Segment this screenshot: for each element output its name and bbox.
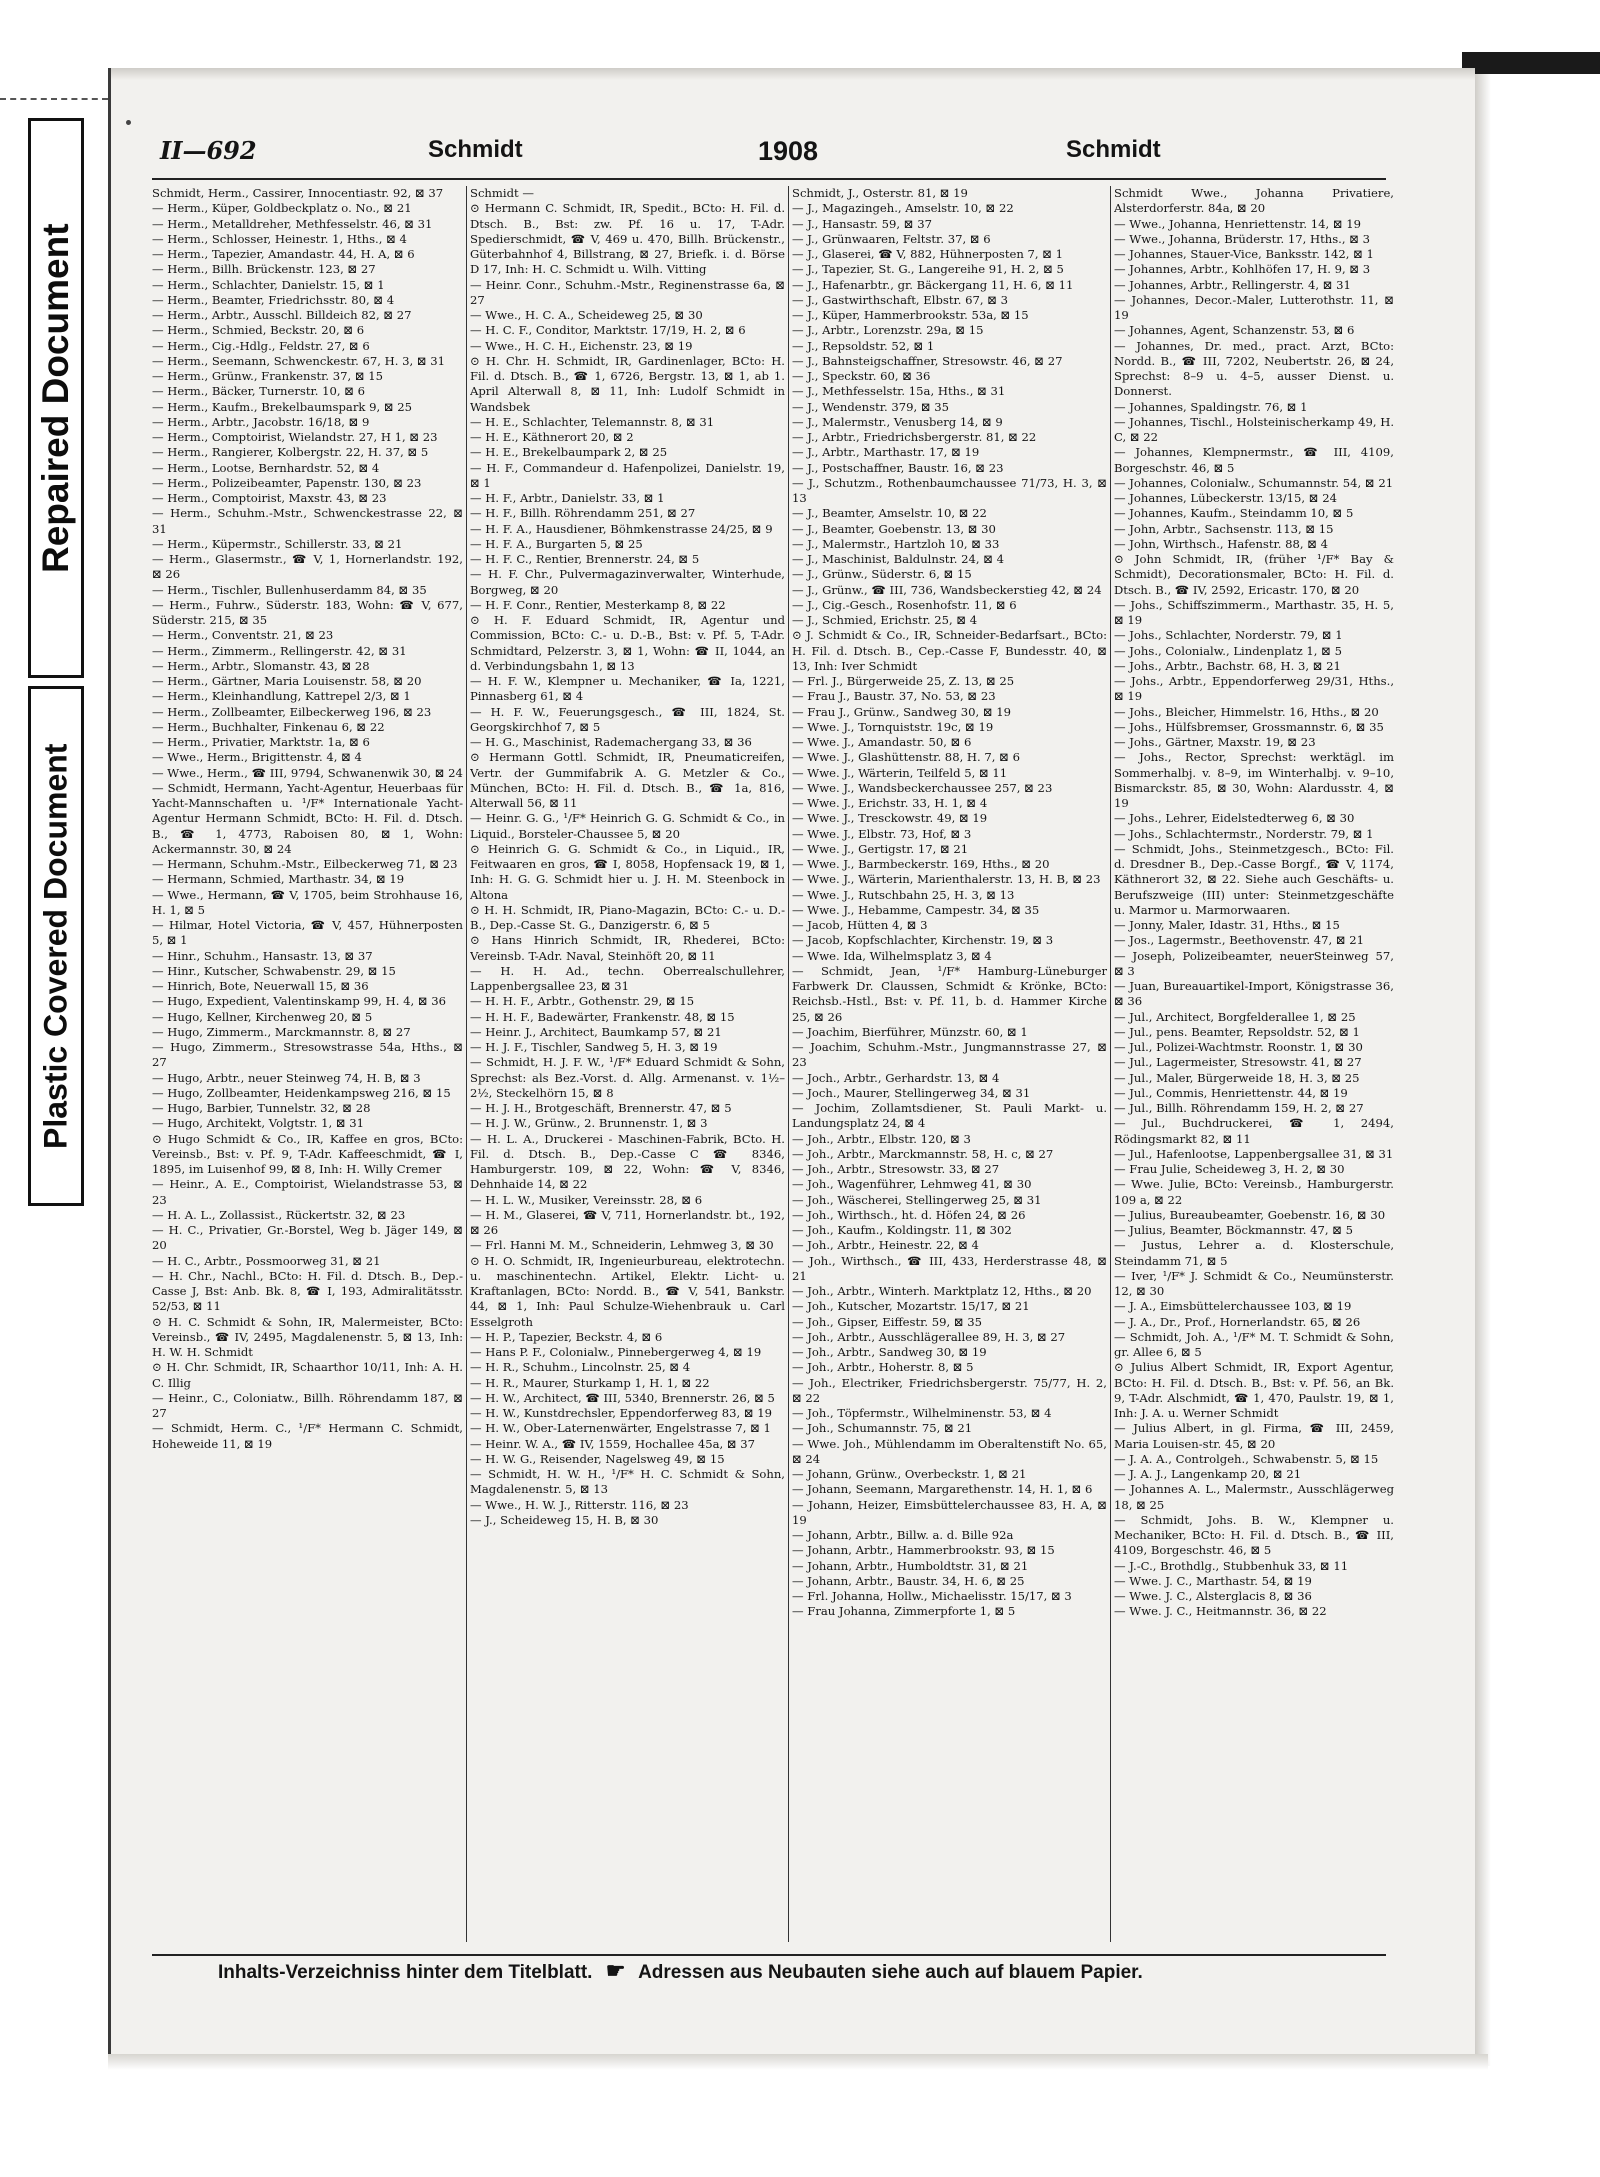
directory-entry: — Jul., Commis, Henriettenstr. 44, ⊠ 19 — [1114, 1085, 1348, 1100]
directory-entry: — J., Repsoldstr. 52, ⊠ 1 — [792, 338, 935, 353]
directory-entry: — Frl. J., Bürgerweide 25, Z. 13, ⊠ 25 — [792, 674, 1015, 688]
directory-entry: ⊙ H. Chr. H. Schmidt, IR, Gardinenlager, BCto: H. Fil. d. Dtsch. B., ☎ 1, 6726, Bergstr. 13, ⊠ 1, ab 1. April Alterwall 8, ⊠ 11, Inh: Ludolf Schmidt in Wandsbek — [470, 353, 785, 414]
directory-entry: — Hans P. F., Colonialw., Pinnebergerweg 4, ⊠ 19 — [470, 1345, 762, 1359]
directory-entry: — J. A., Eimsbüttelerchaussee 103, ⊠ 19 — [1114, 1299, 1352, 1314]
column-divider — [466, 186, 467, 1942]
directory-entry: — H. H. F., Arbtr., Gothenstr. 29, ⊠ 15 — [470, 994, 695, 1009]
running-head-year: 1908 — [758, 136, 819, 166]
directory-entry: — Frau J., Baustr. 37, No. 53, ⊠ 23 — [792, 689, 996, 704]
directory-entry: — Schmidt, H. J. F. W., ¹/F* Eduard Schmidt & Sohn, Sprechst: als Bez.-Vorst. d. Allg. Armenanst. v. 1½–2½, Steckelhörn 15, ⊠ 8 — [470, 1055, 785, 1100]
directory-entry: — Johs., Rector, Sprechst: werktägl. im Sommerhalbj. v. 8–9, im Winterhalbj. v. 9–10, Bismarckstr. 85, ⊠ 30, Wohn: Alardusstr. 4, ⊠ 19 — [1114, 750, 1394, 810]
directory-entry: — H. W., Kunstdrechsler, Eppendorferweg 83, ⊠ 19 — [470, 1406, 773, 1420]
directory-entry: — H. L. W., Musiker, Vereinsstr. 28, ⊠ 6 — [470, 1192, 703, 1207]
directory-entry: — H. E., Käthnerort 20, ⊠ 2 — [470, 430, 634, 444]
directory-entry: — J., Tapezier, St. G., Langereihe 91, H. 2, ⊠ 5 — [792, 262, 1064, 277]
directory-entry: — J., Hafenarbtr., gr. Bäckergang 11, H. 6, ⊠ 11 — [792, 277, 1074, 292]
directory-entry: — Jos., Lagermstr., Beethovenstr. 47, ⊠ 21 — [1114, 933, 1365, 948]
directory-entry: — Wwe., H. C. A., Scheideweg 25, ⊠ 30 — [470, 308, 703, 322]
page-speck — [126, 120, 131, 125]
directory-entry: — Wwe., Hermann, ☎ V, 1705, beim Strohhause 16, H. 1, ⊠ 5 — [152, 887, 463, 917]
pointing-hand-icon: ☛ — [605, 1958, 626, 1983]
directory-entry: — J., Grünw., ☎ III, 736, Wandsbeckerstieg 42, ⊠ 24 — [792, 582, 1102, 597]
directory-entry: — Jonny, Maler, Idastr. 31, Hths., ⊠ 15 — [1114, 918, 1340, 932]
directory-entry: — Frl. Hanni M. M., Schneiderin, Lehmweg 3, ⊠ 30 — [470, 1238, 774, 1253]
directory-column-1 — [152, 186, 463, 1946]
directory-entry: — Wwe. Julie, BCto: Vereinsb., Hamburgerstr. 109 a, ⊠ 22 — [1114, 1177, 1394, 1207]
directory-entry: — Herm., Polizeibeamter, Papenstr. 130, ⊠ 23 — [152, 475, 422, 490]
directory-entry: — Herm., Lootse, Bernhardstr. 52, ⊠ 4 — [152, 460, 380, 475]
directory-entry: — Johannes, Stauer-Vice, Banksstr. 142, ⊠ 1 — [1114, 247, 1374, 261]
page-right-edge — [1475, 74, 1491, 2066]
directory-entry: — Heinr. W. A., ☎ IV, 1559, Hochallee 45a, ⊠ 37 — [470, 1436, 756, 1451]
footer-new-buildings-note: Adressen aus Neubauten siehe auch auf blauem Papier. — [638, 1962, 1143, 1983]
repaired-document-stamp: Repaired Document — [28, 118, 84, 678]
directory-entry: — Joh., Arbtr., Heinestr. 22, ⊠ 4 — [792, 1238, 979, 1253]
directory-entry: — Jochim, Zollamtsdiener, St. Pauli Markt- u. Landungsplatz 24, ⊠ 4 — [792, 1101, 1107, 1131]
running-head-left: Schmidt — [428, 136, 523, 163]
directory-entry: — Herm., Buchhalter, Finkenau 6, ⊠ 22 — [152, 719, 385, 734]
directory-entry: — H. F. Conr., Rentier, Mesterkamp 8, ⊠ 22 — [470, 597, 726, 612]
directory-entry: Schmidt, Herm., Cassirer, Innocentiastr. 92, ⊠ 37 — [152, 186, 444, 200]
directory-entry: — Johs., Arbtr., Bachstr. 68, H. 3, ⊠ 21 — [1114, 658, 1341, 673]
directory-column-3 — [792, 186, 1107, 1946]
directory-entry: — Schmidt, Herm. C., ¹/F* Hermann C. Schmidt, Hoheweide 11, ⊠ 19 — [152, 1421, 463, 1451]
directory-entry: — H. J. W., Grünw., 2. Brunnenstr. 1, ⊠ 3 — [470, 1116, 708, 1131]
directory-entry: — Joh., Wäscherei, Stellingerweg 25, ⊠ 31 — [792, 1192, 1042, 1207]
directory-entry: — Heinr. G. G., ¹/F* Heinrich G. G. Schmidt & Co., in Liquid., Borsteler-Chaussee 5, ⊠ 20 — [470, 811, 785, 841]
directory-entry: — Joachim, Bierführer, Münzstr. 60, ⊠ 1 — [792, 1024, 1028, 1039]
directory-entry: — H. W., Architect, ☎ III, 5340, Brennerstr. 26, ⊠ 5 — [470, 1390, 775, 1405]
directory-entry: — Herm., Bäcker, Turnerstr. 10, ⊠ 6 — [152, 384, 366, 399]
column-divider — [788, 186, 789, 1942]
page-corner-shadow — [1462, 52, 1600, 74]
directory-entry: — Herm., Comptoirist, Wielandstr. 27, H 1, ⊠ 23 — [152, 430, 438, 444]
directory-entry: — J., Wendenstr. 379, ⊠ 35 — [792, 399, 950, 414]
directory-entry: — Jul., Maler, Bürgerweide 18, H. 3, ⊠ 25 — [1114, 1070, 1360, 1085]
directory-entry: — Frau J., Grünw., Sandweg 30, ⊠ 19 — [792, 704, 1011, 719]
directory-entry: — Herm., Schlachter, Danielstr. 15, ⊠ 1 — [152, 277, 385, 292]
directory-entry: — H. F. C., Rentier, Brennerstr. 24, ⊠ 5 — [470, 552, 700, 566]
directory-entry: — H. W., Ober-Laternenwärter, Engelstrasse 7, ⊠ 1 — [470, 1421, 771, 1436]
directory-entry: — Joh., Kutscher, Mozartstr. 15/17, ⊠ 21 — [792, 1299, 1030, 1314]
directory-entry: — Johs., Gärtner, Maxstr. 19, ⊠ 23 — [1114, 735, 1316, 749]
directory-entry: — Joh., Wirthsch., ☎ III, 433, Herderstrasse 48, ⊠ 21 — [792, 1253, 1107, 1283]
directory-entry: — J., Arbtr., Marthastr. 17, ⊠ 19 — [792, 445, 980, 460]
directory-entry: — Wwe., Johanna, Henriettenstr. 14, ⊠ 19 — [1114, 216, 1361, 231]
directory-entry: — Herm., Grünw., Frankenstr. 37, ⊠ 15 — [152, 369, 384, 383]
directory-entry: — Wwe. J., Amandastr. 50, ⊠ 6 — [792, 735, 972, 749]
directory-entry: ⊙ Hermann C. Schmidt, IR, Spedit., BCto: H. Fil. d. Dtsch. B., Bst: zw. Pf. 16 u. 17, T-Adr. Spedierschmidt, ☎ V, 469 u. 470, Billh. Brückenstr., Güterbahnhof 4, Billstrang, ⊠ 27, Briefk. i. d. Börse D 17, Inh: H. C. Schmidt u. Wilh. Vitting — [470, 201, 785, 277]
directory-entry: Schmidt — — [470, 186, 534, 200]
dashed-cut-line — [0, 98, 108, 100]
plastic-covered-stamp: Plastic Covered Document — [28, 686, 84, 1206]
directory-entry: — Schmidt, Johs., Steinmetzgesch., BCto: Fil. d. Dresdner B., Dep.-Casse Borgf., ☎ V, 1174, Käthnerort 32, ⊠ 22. Siehe auch Geschäfts- u. Berufszweige (III) unter: Steinmetzgeschäfte u. Marmor u. Marmorwaaren. — [1114, 841, 1394, 917]
directory-entry: — Julius, Beamter, Böckmannstr. 47, ⊠ 5 — [1114, 1223, 1354, 1237]
directory-entry: — J., Methfesselstr. 15a, Hths., ⊠ 31 — [792, 384, 1006, 399]
directory-entry: — Herm., Tapezier, Amandastr. 44, H. A, ⊠ 6 — [152, 247, 415, 261]
directory-entry: — Hugo, Zollbeamter, Heidenkampsweg 216, ⊠ 15 — [152, 1085, 451, 1100]
directory-entry: — Herm., Kaufm., Brekelbaumspark 9, ⊠ 25 — [152, 399, 412, 414]
directory-entry: — J., Scheideweg 15, H. B, ⊠ 30 — [470, 1512, 659, 1527]
directory-entry: — H. J. H., Brotgeschäft, Brennerstr. 47, ⊠ 5 — [470, 1101, 732, 1115]
directory-entry: — Herm., Cig.-Hdlg., Feldstr. 27, ⊠ 6 — [152, 338, 370, 353]
directory-entry: — H. F., Arbtr., Danielstr. 33, ⊠ 1 — [470, 491, 665, 505]
directory-entry: — Juan, Bureauartikel-Import, Königstrasse 36, ⊠ 36 — [1114, 979, 1394, 1009]
directory-entry: — Wwe. J. C., Marthastr. 54, ⊠ 19 — [1114, 1573, 1312, 1588]
directory-entry: — Johs., Schlachter, Norderstr. 79, ⊠ 1 — [1114, 628, 1343, 643]
directory-entry: — Herm., Arbtr., Slomanstr. 43, ⊠ 28 — [152, 658, 370, 673]
directory-entry: — Schmidt, Joh. A., ¹/F* M. T. Schmidt & Sohn, gr. Allee 6, ⊠ 5 — [1114, 1329, 1394, 1359]
directory-entry: — Schmidt, Jean, ¹/F* Hamburg-Lüneburger Farbwerk Dr. Claussen, Schmidt & Krönke, BCto: Reichsb.-Hstl., Bst: v. Pf. 11, b. d. Hammer Kirche 25, ⊠ 26 — [792, 963, 1107, 1024]
directory-entry: — H. E., Brekelbaumpark 2, ⊠ 25 — [470, 445, 668, 460]
directory-entry: — H. F., Commandeur d. Hafenpolizei, Danielstr. 19, ⊠ 1 — [470, 460, 785, 490]
directory-entry: — Frau Johanna, Zimmerpforte 1, ⊠ 5 — [792, 1604, 1016, 1619]
directory-entry: — Herm., Comptoirist, Maxstr. 43, ⊠ 23 — [152, 491, 387, 505]
directory-entry: — J., Bahnsteigschaffner, Stresowstr. 46, ⊠ 27 — [792, 353, 1063, 368]
directory-entry: — Frl. Johanna, Hollw., Michaelisstr. 15/17, ⊠ 3 — [792, 1589, 1072, 1603]
directory-entry: — J., Arbtr., Lorenzstr. 29a, ⊠ 15 — [792, 323, 984, 338]
directory-entry: — Jacob, Hütten 4, ⊠ 3 — [792, 918, 928, 932]
directory-entry: — Julius, Bureaubeamter, Goebenstr. 16, ⊠ 30 — [1114, 1207, 1386, 1222]
header-rule — [152, 178, 1386, 180]
directory-entry: — H. F. Chr., Pulvermagazinverwalter, Winterhude, Borgweg, ⊠ 20 — [470, 567, 785, 597]
directory-entry: — J., Malermstr., Hartzloh 10, ⊠ 33 — [792, 536, 1000, 551]
directory-entry: — Johannes, Kaufm., Steindamm 10, ⊠ 5 — [1114, 506, 1354, 521]
directory-entry: — J., Cig.-Gesch., Rosenhofstr. 11, ⊠ 6 — [792, 597, 1017, 612]
directory-entry: — Wwe., Herm., Brigittenstr. 4, ⊠ 4 — [152, 750, 362, 765]
directory-entry: — J., Gastwirthschaft, Elbstr. 67, ⊠ 3 — [792, 292, 1009, 307]
directory-entry: — J. A. J., Langenkamp 20, ⊠ 21 — [1114, 1467, 1302, 1481]
directory-entry: — J.-C., Brothdlg., Stubbenhuk 33, ⊠ 11 — [1114, 1558, 1349, 1573]
directory-entry: — J., Speckstr. 60, ⊠ 36 — [792, 369, 931, 383]
directory-entry: — Johannes, Agent, Schanzenstr. 53, ⊠ 6 — [1114, 323, 1355, 338]
directory-entry: — Wwe. J., Hebamme, Campestr. 34, ⊠ 35 — [792, 902, 1040, 917]
directory-entry: — Heinr., C., Coloniatw., Billh. Röhrendamm 187, ⊠ 27 — [152, 1390, 463, 1420]
directory-entry: — Jul., pens. Beamter, Repsoldstr. 52, ⊠ 1 — [1114, 1024, 1360, 1039]
directory-entry: — H. Chr., Nachl., BCto: H. Fil. d. Dtsch. B., Dep.-Casse J, Bst: Anb. Bk. 8, ☎ I, 193, Admiralitätsstr. 52/53, ⊠ 11 — [152, 1268, 463, 1314]
directory-entry: — Joh., Electriker, Friedrichsbergerstr. 75/77, H. 2, ⊠ 22 — [792, 1375, 1107, 1405]
directory-entry: — Wwe. J., Erichstr. 33, H. 1, ⊠ 4 — [792, 796, 988, 810]
directory-entry: — Iver, ¹/F* J. Schmidt & Co., Neumünsterstr. 12, ⊠ 30 — [1114, 1268, 1394, 1298]
directory-entry: — H. F., Billh. Röhrendamm 251, ⊠ 27 — [470, 506, 696, 521]
directory-entry: — Frau Julie, Scheideweg 3, H. 2, ⊠ 30 — [1114, 1162, 1345, 1176]
running-head-right: Schmidt — [1066, 136, 1161, 163]
directory-entry: Schmidt Wwe., Johanna Privatiere, Alsterdorferstr. 84a, ⊠ 20 — [1114, 186, 1394, 216]
directory-entry: — Johannes, Arbtr., Kohlhöfen 17, H. 9, ⊠ 3 — [1114, 262, 1371, 277]
directory-entry: — H. J. F., Tischler, Sandweg 5, H. 3, ⊠ 19 — [470, 1040, 718, 1054]
directory-entry: — Wwe., Herm., ☎ III, 9794, Schwanenwik 30, ⊠ 24 — [152, 765, 463, 780]
directory-entry: ⊙ J. Schmidt & Co., IR, Schneider-Bedarfsart., BCto: H. Fil. d. Dtsch. B., Cep.-Casse F, Bundesstr. 40, ⊠ 13, Inh: Iver Schmidt — [792, 628, 1107, 673]
directory-entry: — Herm., Zimmerm., Rellingerstr. 42, ⊠ 31 — [152, 643, 407, 658]
directory-entry: — J., Grünwaaren, Feltstr. 37, ⊠ 6 — [792, 231, 991, 246]
directory-entry: ⊙ John Schmidt, IR, (früher ¹/F* Bay & Schmidt), Decorationsmaler, BCto: H. Fil. d. Dtsch. B., ☎ IV, 2592, Ericastr. 170, ⊠ 20 — [1114, 552, 1394, 597]
directory-entry: — Hugo, Arbtr., neuer Steinweg 74, H. B, ⊠ 3 — [152, 1070, 421, 1085]
directory-entry: — Herm., Arbtr., Jacobstr. 16/18, ⊠ 9 — [152, 414, 370, 429]
directory-entry: — H. H. F., Badewärter, Frankenstr. 48, ⊠ 15 — [470, 1009, 735, 1024]
directory-entry: — J., Maschinist, Baldulnstr. 24, ⊠ 4 — [792, 552, 1004, 566]
binding-strip — [0, 0, 112, 2177]
directory-entry: — H. H. Ad., techn. Oberrealschullehrer, Lappenbergsallee 23, ⊠ 31 — [470, 963, 785, 993]
directory-entry: — Wwe. J., Tornquiststr. 19c, ⊠ 19 — [792, 719, 994, 734]
directory-entry: — Herm., Beamter, Friedrichsstr. 80, ⊠ 4 — [152, 292, 395, 307]
directory-entry: — Hinr., Schuhm., Hansastr. 13, ⊠ 37 — [152, 948, 373, 963]
directory-entry: — Julius Albert, in gl. Firma, ☎ III, 2459, Maria Louisen-str. 45, ⊠ 20 — [1114, 1421, 1394, 1451]
directory-entry: — Johannes, Tischl., Holsteinischerkamp 49, H. C, ⊠ 22 — [1114, 414, 1394, 444]
directory-entry: — Jul., Buchdruckerei, ☎ 1, 2494, Rödingsmarkt 82, ⊠ 11 — [1114, 1116, 1394, 1146]
directory-entry: — Wwe. Joh., Mühlendamm im Oberaltenstift No. 65, ⊠ 24 — [792, 1436, 1107, 1466]
directory-entry: — Johs., Colonialw., Lindenplatz 1, ⊠ 5 — [1114, 643, 1342, 658]
directory-entry: — Joh., Wirthsch., ht. d. Höfen 24, ⊠ 26 — [792, 1207, 1026, 1222]
directory-entry: — Jacob, Kopfschlachter, Kirchenstr. 19, ⊠ 3 — [792, 933, 1054, 948]
directory-entry: — J., Postschaffner, Baustr. 16, ⊠ 23 — [792, 460, 1004, 475]
footer-index-note: Inhalts-Verzeichniss hinter dem Titelblatt. — [218, 1962, 593, 1983]
directory-entry: — Johannes, Lübeckerstr. 13/15, ⊠ 24 — [1114, 491, 1337, 505]
directory-entry: — Herm., Arbtr., Ausschl. Billdeich 82, ⊠ 27 — [152, 308, 412, 322]
directory-entry: — H. C., Privatier, Gr.-Borstel, Weg b. Jäger 149, ⊠ 20 — [152, 1223, 463, 1253]
directory-entry: — Wwe. J., Tresckowstr. 49, ⊠ 19 — [792, 811, 988, 826]
directory-entry: — Herm., Glasermstr., ☎ V, 1, Hornerlandstr. 192, ⊠ 26 — [152, 552, 463, 582]
directory-entry: — J., Malermstr., Venusberg 14, ⊠ 9 — [792, 414, 1003, 429]
directory-entry: — Joch., Arbtr., Gerhardstr. 13, ⊠ 4 — [792, 1070, 1000, 1085]
directory-entry: — Joh., Arbtr., Winterh. Marktplatz 12, Hths., ⊠ 20 — [792, 1284, 1092, 1298]
directory-entry: — Herm., Kleinhandlung, Kattrepel 2/3, ⊠ 1 — [152, 689, 411, 704]
directory-entry: — Heinr., A. E., Comptoirist, Wielandstrasse 53, ⊠ 23 — [152, 1177, 463, 1207]
directory-entry: — Wwe., H. C. H., Eichenstr. 23, ⊠ 19 — [470, 338, 693, 353]
directory-entry: — Joh., Arbtr., Stresowstr. 33, ⊠ 27 — [792, 1162, 1000, 1176]
directory-entry: — Jul., Architect, Borgfelderallee 1, ⊠ 25 — [1114, 1009, 1356, 1024]
directory-entry: ⊙ H. H. Schmidt, IR, Piano-Magazin, BCto: C.- u. D.-B., Dep.-Casse St. G., Danzigerstr. 6, ⊠ 5 — [470, 902, 785, 932]
directory-entry: — Heinr. Conr., Schuhm.-Mstr., Reginenstrasse 6a, ⊠ 27 — [470, 277, 785, 307]
directory-entry: — H. P., Tapezier, Beckstr. 4, ⊠ 6 — [470, 1329, 663, 1344]
directory-entry: — Herm., Tischler, Bullenhuserdamm 84, ⊠ 35 — [152, 582, 427, 597]
directory-entry: — Herm., Schuhm.-Mstr., Schwenckestrasse 22, ⊠ 31 — [152, 506, 463, 536]
directory-entry: — J., Beamter, Amselstr. 10, ⊠ 22 — [792, 506, 987, 521]
directory-entry: — H. C., Arbtr., Possmoorweg 31, ⊠ 21 — [152, 1253, 381, 1268]
directory-entry: — Joh., Schumannstr. 75, ⊠ 21 — [792, 1421, 973, 1436]
directory-entry: — Herm., Privatier, Marktstr. 1a, ⊠ 6 — [152, 735, 370, 749]
directory-entry: — Wwe. Ida, Wilhelmsplatz 3, ⊠ 4 — [792, 948, 992, 963]
directory-entry: ⊙ Julius Albert Schmidt, IR, Export Agentur, BCto: H. Fil. d. Dtsch. B., Bst: v. Pf. 56, an Bk. 9, T-Adr. Alschmidt, ☎ 1, 470, Paulstr. 19, ⊠ 1, Inh: J. A. u. Werner Schmidt — [1114, 1360, 1394, 1420]
directory-entry: — Johs., Lehrer, Eidelstedterweg 6, ⊠ 30 — [1114, 811, 1355, 826]
directory-entry: — Herm., Fuhrw., Süderstr. 183, Wohn: ☎ V, 677, Süderstr. 215, ⊠ 35 — [152, 597, 463, 627]
directory-entry: ⊙ H. F. Eduard Schmidt, IR, Agentur und Commission, BCto: C.- u. D.-B., Bst: v. Pf. 5, T-Adr. Schmidtard, Pelzerstr. 3, ⊠ 1, Wohn: ☎ II, 1044, an d. Verbindungsbahn 1, ⊠ 13 — [470, 613, 785, 673]
directory-entry: — Joachim, Schuhm.-Mstr., Jungmannstrasse 27, ⊠ 23 — [792, 1040, 1107, 1070]
directory-entry: — Herm., Gärtner, Maria Louisenstr. 58, ⊠ 20 — [152, 674, 422, 688]
directory-entry: — J. A., Dr., Prof., Hornerlandstr. 65, ⊠ 26 — [1114, 1314, 1361, 1329]
column-divider — [1110, 186, 1111, 1942]
directory-entry: — Joh., Arbtr., Hoherstr. 8, ⊠ 5 — [792, 1360, 974, 1375]
directory-entry: — J., Magazingeh., Amselstr. 10, ⊠ 22 — [792, 201, 1014, 216]
directory-entry: ⊙ H. O. Schmidt, IR, Ingenieurbureau, elektrotechn. u. maschinentechn. Artikel, Elektr. Licht- u. Kraftanlagen, BCto: Nordd. B., ☎ V, 541, Bankstr. 44, ⊠ 1, Inh: Paul Schulze-Wiehenbrauk u. Carl Esselgroth — [470, 1253, 785, 1329]
directory-entry: — Herm., Seemann, Schwenckestr. 67, H. 3, ⊠ 31 — [152, 353, 446, 368]
directory-entry: — H. A. L., Zollassist., Rückertstr. 32, ⊠ 23 — [152, 1207, 406, 1222]
directory-entry: — H. F. A., Hausdiener, Böhmkenstrasse 24/25, ⊠ 9 — [470, 521, 773, 536]
directory-entry: — Joh., Arbtr., Sandweg 30, ⊠ 19 — [792, 1345, 987, 1359]
directory-entry: — Joh., Arbtr., Ausschlägerallee 89, H. 3, ⊠ 27 — [792, 1329, 1066, 1344]
directory-entry: — Johann, Grünw., Overbeckstr. 1, ⊠ 21 — [792, 1467, 1027, 1481]
directory-entry: — Johann, Arbtr., Baustr. 34, H. 6, ⊠ 25 — [792, 1573, 1025, 1588]
directory-entry: — Joh., Töpfermstr., Wilhelminenstr. 53, ⊠ 4 — [792, 1406, 1052, 1420]
directory-entry: — Hinrich, Bote, Neuerwall 15, ⊠ 36 — [152, 979, 369, 993]
directory-entry: — Johannes A. L., Malermstr., Ausschlägerweg 18, ⊠ 25 — [1114, 1482, 1394, 1512]
directory-entry: ⊙ Hans Hinrich Schmidt, IR, Rhederei, BCto: Vereinsb. T-Adr. Naval, Steinhöft 20, ⊠ 11 — [470, 933, 785, 963]
directory-entry: — Wwe. J., Rutschbahn 25, H. 3, ⊠ 13 — [792, 887, 1015, 902]
directory-entry: — Jul., Hafenlootse, Lappenbergsallee 31, ⊠ 31 — [1114, 1146, 1394, 1161]
directory-entry: — H. F. A., Burgarten 5, ⊠ 25 — [470, 536, 643, 551]
directory-entry: — Jul., Polizei-Wachtmstr. Roonstr. 1, ⊠ 30 — [1114, 1040, 1363, 1054]
directory-entry: — Wwe. J. C., Heitmannstr. 36, ⊠ 22 — [1114, 1604, 1327, 1619]
directory-entry: — H. F. W., Feuerungsgesch., ☎ III, 1824, St. Georgskirchhof 7, ⊠ 5 — [470, 704, 785, 734]
directory-entry: — Wwe. J. C., Alsterglacis 8, ⊠ 36 — [1114, 1589, 1312, 1603]
directory-entry: — H. E., Schlachter, Telemannstr. 8, ⊠ 31 — [470, 414, 715, 429]
directory-entry: — Wwe. J., Elbstr. 73, Hof, ⊠ 3 — [792, 826, 972, 841]
directory-entry: — Hugo, Architekt, Volgtstr. 1, ⊠ 31 — [152, 1116, 365, 1131]
directory-entry: — Johann, Seemann, Margarethenstr. 14, H. 1, ⊠ 6 — [792, 1482, 1093, 1497]
directory-entry: — Schmidt, Hermann, Yacht-Agentur, Heuerbaas für Yacht-Mannschaften u. ¹/F* Internationale Yacht-Agentur Hermann Schmidt, BCto: H. Fil. d. Dtsch. B., ☎ 1, 4773, Raboisen 80, ⊠ 1, Wohn: Ackermannstr. 30, ⊠ 24 — [152, 780, 463, 856]
directory-entry: — Herm., Küpermstr., Schillerstr. 33, ⊠ 21 — [152, 536, 403, 551]
page-bottom-edge — [108, 2054, 1488, 2070]
directory-entry: — Joh., Gipser, Eiffestr. 59, ⊠ 35 — [792, 1314, 983, 1329]
directory-entry: — Joh., Arbtr., Elbstr. 120, ⊠ 3 — [792, 1131, 971, 1146]
directory-entry: — J., Arbtr., Friedrichsbergerstr. 81, ⊠ 22 — [792, 430, 1037, 444]
directory-entry: — Johannes, Decor.-Maler, Lutterothstr. 11, ⊠ 19 — [1114, 292, 1394, 322]
directory-entry: — Johann, Arbtr., Humboldtstr. 31, ⊠ 21 — [792, 1558, 1029, 1573]
directory-column-4 — [1114, 186, 1394, 1946]
directory-entry: — H. R., Schuhm., Lincolnstr. 25, ⊠ 4 — [470, 1360, 691, 1375]
directory-entry: — Johann, Arbtr., Billw. a. d. Bille 92a — [792, 1528, 1014, 1542]
directory-entry: — J., Beamter, Goebenstr. 13, ⊠ 30 — [792, 521, 996, 536]
directory-column-2 — [470, 186, 785, 1946]
directory-entry: — H. L. A., Druckerei - Maschinen-Fabrik, BCto. H. Fil. d. Dtsch. B., Dep.-Casse C ☎ 8346, Hamburgerstr. 109, ⊠ 22, Wohn: ☎ V, 8346, Dehnhaide 14, ⊠ 22 — [470, 1131, 785, 1192]
directory-entry: — Herm., Schmied, Beckstr. 20, ⊠ 6 — [152, 323, 365, 338]
directory-entry: — J., Glaserei, ☎ V, 882, Hühnerposten 7, ⊠ 1 — [792, 247, 1064, 261]
directory-entry: — H. M., Glaserei, ☎ V, 711, Hornerlandstr. bt., 192, ⊠ 26 — [470, 1207, 785, 1237]
directory-entry: ⊙ Hermann Gottl. Schmidt, IR, Pneumaticreifen, Vertr. der Gummifabrik A. G. Metzler & Co., München, BCto: H. Fil. d. Dtsch. B., ☎ 1a, 816, Alterwall 56, ⊠ 11 — [470, 750, 785, 810]
footer-note — [218, 1958, 1143, 1988]
directory-entry: — Heinr. J., Architect, Baumkamp 57, ⊠ 21 — [470, 1024, 722, 1039]
directory-entry: — Hugo, Expedient, Valentinskamp 99, H. 4, ⊠ 36 — [152, 994, 446, 1009]
directory-entry: — H. C. F., Conditor, Marktstr. 17/19, H. 2, ⊠ 6 — [470, 323, 746, 338]
directory-entry: — Johs., Bleicher, Himmelstr. 16, Hths., ⊠ 20 — [1114, 704, 1379, 719]
directory-entry: — H. R., Maurer, Sturkamp 1, H. 1, ⊠ 22 — [470, 1375, 710, 1390]
directory-entry: — J., Schmied, Erichstr. 25, ⊠ 4 — [792, 613, 978, 627]
directory-entry: — Justus, Lehrer a. d. Klosterschule, Steindamm 71, ⊠ 5 — [1114, 1238, 1394, 1268]
directory-entry: — Johann, Arbtr., Hammerbrookstr. 93, ⊠ 15 — [792, 1543, 1055, 1558]
directory-entry: — Herm., Schlosser, Heinestr. 1, Hths., ⊠ 4 — [152, 231, 407, 246]
page-number: II—692 — [160, 136, 257, 165]
directory-entry: — J. A. A., Controlgeh., Schwabenstr. 5, ⊠ 15 — [1114, 1451, 1379, 1466]
directory-entry: — Hugo, Barbier, Tunnelstr. 32, ⊠ 28 — [152, 1101, 371, 1115]
directory-entry: — Jul., Lagermeister, Stresowstr. 41, ⊠ 27 — [1114, 1055, 1362, 1070]
directory-entry: — Wwe. J., Wärterin, Teilfeld 5, ⊠ 11 — [792, 765, 1008, 780]
directory-entry: — J., Küper, Hammerbrookstr. 53a, ⊠ 15 — [792, 308, 1029, 322]
directory-entry: — Joseph, Polizeibeamter, neuerSteinweg 57, ⊠ 3 — [1114, 948, 1394, 978]
directory-entry: — H. G., Maschinist, Rademachergang 33, ⊠ 36 — [470, 735, 752, 749]
directory-entry: — J., Schutzm., Rothenbaumchaussee 71/73, H. 3, ⊠ 13 — [792, 475, 1107, 505]
directory-entry: Schmidt, J., Osterstr. 81, ⊠ 19 — [792, 186, 968, 200]
directory-entry: — H. F. W., Klempner u. Mechaniker, ☎ Ia, 1221, Pinnasberg 61, ⊠ 4 — [470, 674, 785, 704]
directory-entry: — Herm., Zollbeamter, Eilbeckerweg 196, ⊠ 23 — [152, 704, 432, 719]
directory-entry: — Wwe., Johanna, Brüderstr. 17, Hths., ⊠ 3 — [1114, 231, 1371, 246]
directory-entry: — J., Grünw., Süderstr. 6, ⊠ 15 — [792, 567, 972, 582]
directory-entry: — Schmidt, Johs. B. W., Klempner u. Mechaniker, BCto: H. Fil. d. Dtsch. B., ☎ III, 4109, Borgeschstr. 46, ⊠ 5 — [1114, 1512, 1394, 1558]
directory-entry: ⊙ H. C. Schmidt & Sohn, IR, Malermeister, BCto: Vereinsb., ☎ IV, 2495, Magdalenenstr. 5, ⊠ 13, Inh: H. W. H. Schmidt — [152, 1314, 463, 1359]
directory-entry: — Hermann, Schmied, Marthastr. 34, ⊠ 19 — [152, 872, 405, 887]
directory-entry: — Hilmar, Hotel Victoria, ☎ V, 457, Hühnerposten 5, ⊠ 1 — [152, 918, 463, 948]
directory-entry: — Hermann, Schuhm.-Mstr., Eilbeckerweg 71, ⊠ 23 — [152, 857, 458, 871]
directory-entry: — Johannes, Spaldingstr. 76, ⊠ 1 — [1114, 399, 1308, 414]
directory-entry: — Jul., Billh. Röhrendamm 159, H. 2, ⊠ 27 — [1114, 1101, 1364, 1115]
directory-entry: — Wwe. J., Wärterin, Marienthalerstr. 13, H. B, ⊠ 23 — [792, 872, 1101, 887]
directory-entry: — Herm., Conventstr. 21, ⊠ 23 — [152, 628, 334, 643]
directory-entry: — Johannes, Klempnermstr., ☎ III, 4109, Borgeschstr. 46, ⊠ 5 — [1114, 445, 1394, 475]
directory-entry: — John, Wirthsch., Hafenstr. 88, ⊠ 4 — [1114, 536, 1329, 551]
directory-entry: — Hugo, Zimmerm., Marckmannstr. 8, ⊠ 27 — [152, 1024, 411, 1039]
directory-entry: — Hugo, Kellner, Kirchenweg 20, ⊠ 5 — [152, 1009, 373, 1024]
directory-entry: ⊙ Hugo Schmidt & Co., IR, Kaffee en gros, BCto: Vereinsb., Bst: v. Pf. 9, T-Adr. Kaffeeschmidt, ☎ I, 1895, im Luisenhof 99, ⊠ 8, Inh: H. Willy Cremer — [152, 1131, 463, 1176]
directory-entry: — H. W. G., Reisender, Nagelsweg 49, ⊠ 15 — [470, 1451, 725, 1466]
directory-entry: — Wwe. J., Wandsbeckerchaussee 257, ⊠ 23 — [792, 780, 1053, 795]
directory-entry: — Johs., Schlachtermstr., Norderstr. 79, ⊠ 1 — [1114, 826, 1374, 841]
directory-entry: — Hugo, Zimmerm., Stresowstrasse 54a, Hths., ⊠ 27 — [152, 1040, 463, 1070]
directory-entry: — Joh., Arbtr., Marckmannstr. 58, H. c, ⊠ 27 — [792, 1146, 1054, 1161]
directory-entry: — Herm., Billh. Brückenstr. 123, ⊠ 27 — [152, 262, 376, 277]
directory-entry: — Herm., Metalldreher, Methfesselstr. 46, ⊠ 31 — [152, 216, 433, 231]
directory-entry: — Joh., Kaufm., Koldingstr. 11, ⊠ 302 — [792, 1223, 1012, 1237]
directory-entry: — Johs., Hülfsbremser, Grossmannstr. 6, ⊠ 35 — [1114, 719, 1384, 734]
directory-entry: ⊙ H. Chr. Schmidt, IR, Schaarthor 10/11, Inh: A. H. C. Illig — [152, 1360, 463, 1390]
directory-entry: — Herm., Rangierer, Kolbergstr. 22, H. 37, ⊠ 5 — [152, 445, 429, 460]
directory-entry: — Johs., Schiffszimmerm., Marthastr. 35, H. 5, ⊠ 19 — [1114, 597, 1394, 627]
footer-rule — [152, 1954, 1386, 1956]
directory-entry: — Wwe. J., Glashüttenstr. 88, H. 7, ⊠ 6 — [792, 750, 1020, 765]
directory-entry: — Johannes, Dr. med., pract. Arzt, BCto: Nordd. B., ☎ III, 7202, Neubertstr. 26, ⊠ 24, Sprechst: 8–9 u. 4–5, ausser Dienst. u. Donnerst. — [1114, 338, 1394, 399]
directory-entry: — Schmidt, H. W. H., ¹/F* H. C. Schmidt & Sohn, Magdalenenstr. 5, ⊠ 13 — [470, 1467, 785, 1497]
directory-entry: — J., Hansastr. 59, ⊠ 37 — [792, 216, 932, 231]
directory-entry: — Wwe., H. W. J., Ritterstr. 116, ⊠ 23 — [470, 1497, 689, 1512]
directory-entry: — Johs., Arbtr., Eppendorferweg 29/31, Hths., ⊠ 19 — [1114, 674, 1394, 704]
directory-entry: — Wwe. J., Barmbeckerstr. 169, Hths., ⊠ 20 — [792, 857, 1050, 871]
directory-entry: — Joh., Wagenführer, Lehmweg 41, ⊠ 30 — [792, 1177, 1032, 1192]
directory-entry: — Hinr., Kutscher, Schwabenstr. 29, ⊠ 15 — [152, 963, 396, 978]
directory-entry: — Johannes, Arbtr., Rellingerstr. 4, ⊠ 31 — [1114, 277, 1351, 292]
directory-entry: — John, Arbtr., Sachsenstr. 113, ⊠ 15 — [1114, 521, 1334, 536]
directory-entry: — Joch., Maurer, Stellingerweg 34, ⊠ 31 — [792, 1085, 1031, 1100]
directory-entry: — Herm., Küper, Goldbeckplatz o. No., ⊠ 21 — [152, 201, 412, 216]
directory-entry: — Wwe. J., Gertigstr. 17, ⊠ 21 — [792, 841, 969, 856]
directory-entry: — Johannes, Colonialw., Schumannstr. 54, ⊠ 21 — [1114, 475, 1394, 490]
directory-entry: ⊙ Heinrich G. G. Schmidt & Co., in Liquid., IR, Feitwaaren en gros, ☎ I, 8058, Hopfensack 19, ⊠ 1, Inh: H. G. G. Schmidt hier u. J. H. M. Steenbock in Altona — [470, 841, 785, 902]
directory-entry: — Johann, Heizer, Eimsbüttelerchaussee 83, H. A, ⊠ 19 — [792, 1497, 1107, 1527]
